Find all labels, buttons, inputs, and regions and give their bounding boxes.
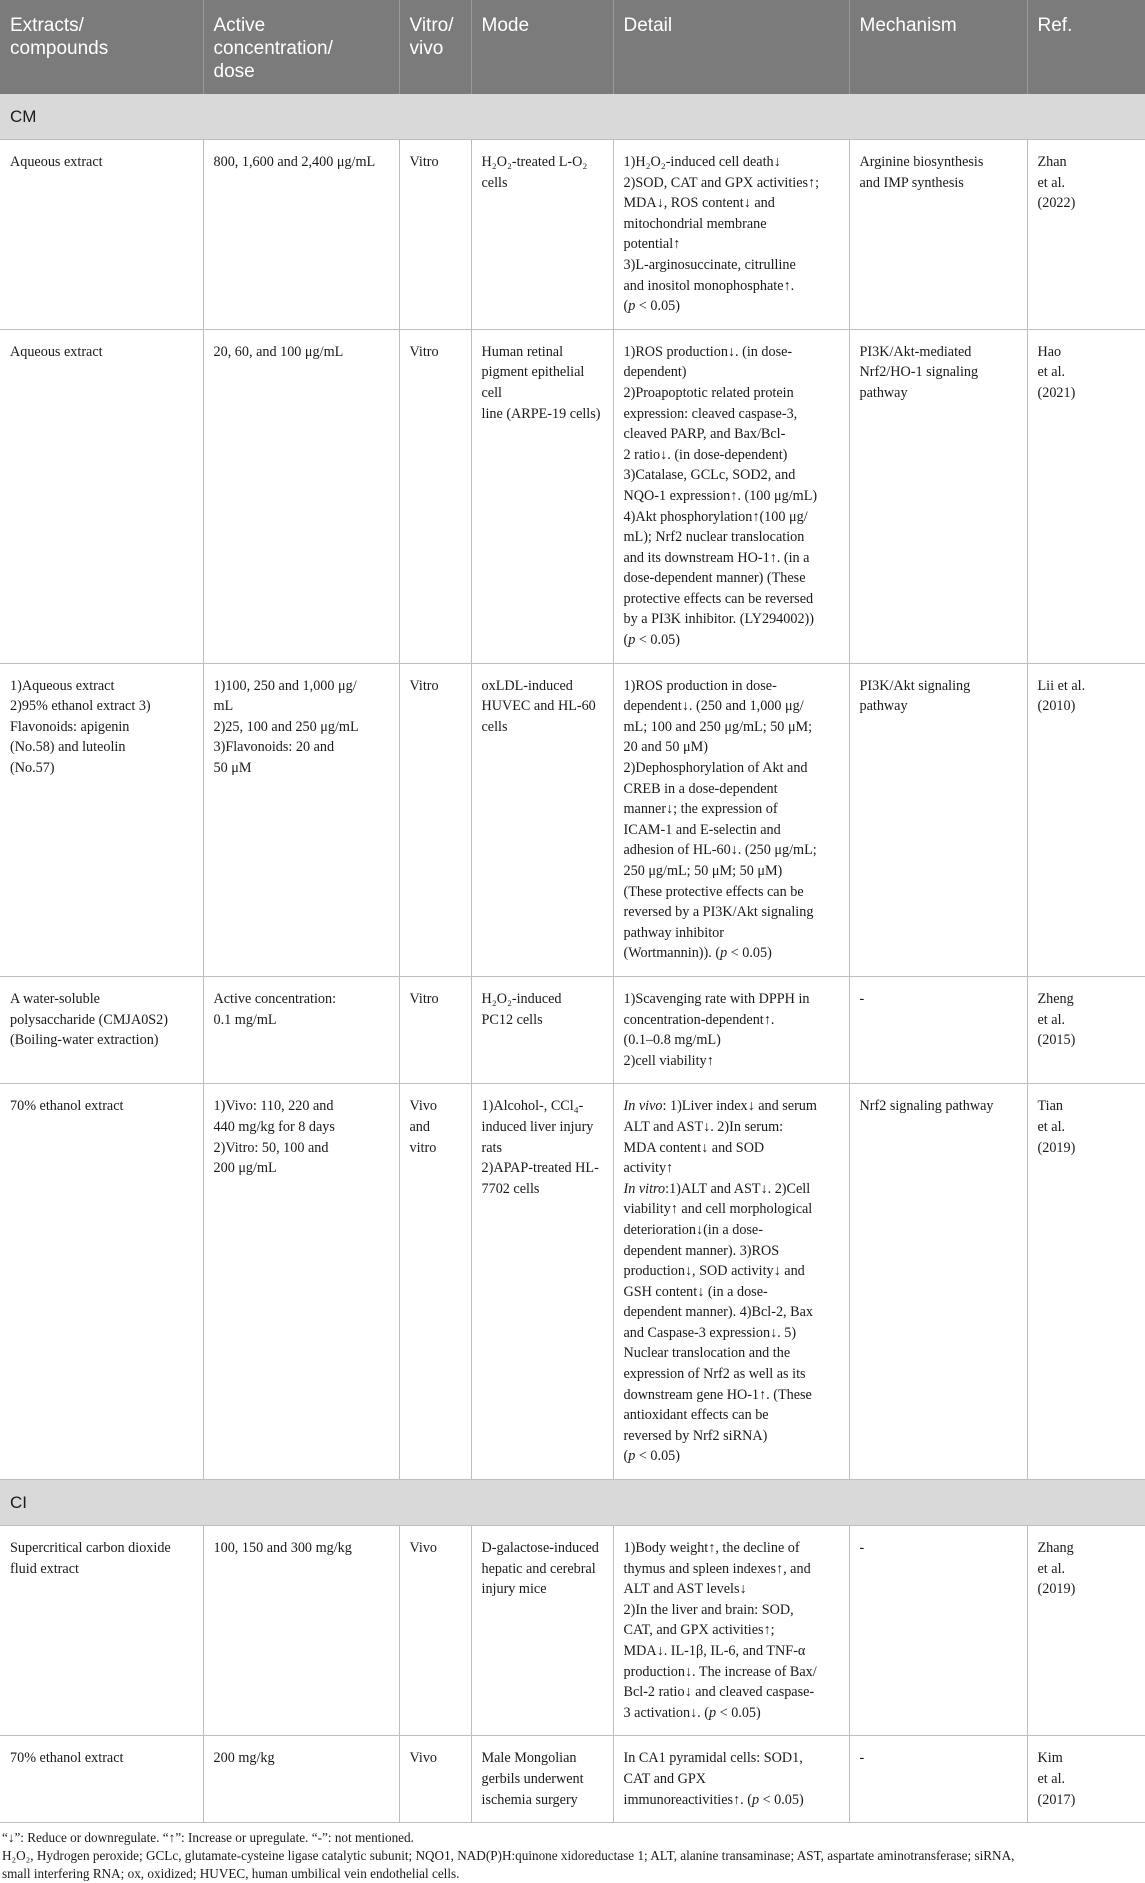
cell-line: (2019)	[1037, 1581, 1076, 1598]
header-text: Mechanism	[859, 15, 957, 36]
cell-line: NQO-1 expression↑. (100 μg/mL)	[623, 487, 818, 504]
cell-vitro-vivo	[399, 1526, 471, 1736]
cell-line: immunoreactivities↑. (p < 0.05)	[623, 1791, 804, 1808]
cell-line: PC12 cells	[481, 1011, 543, 1028]
cell-line: Nuclear translocation and the	[623, 1345, 791, 1362]
cell-line: (No.57)	[10, 760, 55, 777]
cell-extract	[0, 1526, 203, 1736]
cell-line: 3)Catalase, GCLc, SOD2, and	[623, 467, 796, 484]
cell-line: In vivo: 1)Liver index↓ and serum	[623, 1098, 817, 1115]
cell-line: 1)Aqueous extract	[10, 677, 115, 694]
header-detail	[613, 0, 849, 94]
cell-line: Aqueous extract	[10, 154, 103, 170]
cell-ref	[1027, 1084, 1145, 1480]
cell-line: 1)ROS production in dose-	[623, 677, 777, 694]
cell-line: and Caspase-3 expression↓. 5)	[623, 1324, 797, 1341]
cell-line: CREB in a dose-dependent	[623, 780, 778, 797]
header-text: Active	[213, 15, 266, 36]
table-row	[0, 663, 1145, 976]
cell-line: rats	[481, 1139, 502, 1156]
cell-vitro-vivo	[399, 976, 471, 1083]
cell-line: 1)Body weight↑, the decline of	[623, 1540, 800, 1557]
cell-line: ALT and AST↓. 2)In serum:	[623, 1118, 784, 1135]
cell-mode	[471, 1084, 613, 1480]
cell-line: Kim	[1037, 1750, 1063, 1767]
cell-line: Zhang	[1037, 1540, 1074, 1557]
cell-dose	[203, 1736, 399, 1823]
header-text: dose	[213, 61, 255, 82]
header-mode	[471, 0, 613, 94]
cell-line: (2022)	[1037, 195, 1076, 212]
cell-line: 200 μg/mL	[213, 1160, 277, 1177]
header-text: Mode	[481, 15, 530, 36]
cell-line: reversed by a PI3K/Akt signaling	[623, 904, 814, 921]
cell-line: dependent manner). 3)ROS	[623, 1242, 780, 1259]
cell-detail	[613, 663, 849, 976]
cell-line: (2019)	[1037, 1139, 1076, 1156]
cell-line: 100, 150 and 300 mg/kg	[213, 1540, 352, 1557]
cell-line: adhesion of HL-60↓. (250 μg/mL;	[623, 842, 817, 859]
cell-line: et al.	[1037, 364, 1066, 381]
cell-line: 2)APAP-treated HL-	[481, 1160, 599, 1177]
cell-mechanism	[849, 663, 1027, 976]
cell-line: fluid extract	[10, 1560, 79, 1577]
cell-line: GSH content↓ (in a dose-	[623, 1283, 768, 1300]
cell-line: Arginine biosynthesis	[859, 154, 984, 170]
cell-vitro-vivo	[399, 140, 471, 330]
cell-line: (Wortmannin)). (p < 0.05)	[623, 945, 772, 962]
cell-line: 2)95% ethanol extract 3)	[10, 698, 151, 715]
header-text: vivo	[409, 38, 444, 59]
cell-line: (2010)	[1037, 698, 1076, 715]
cell-line: pathway inhibitor	[623, 924, 724, 941]
cell-vitro-vivo	[399, 329, 471, 663]
cell-dose	[203, 1526, 399, 1736]
cell-detail	[613, 140, 849, 330]
cell-line: Vivo and	[409, 1098, 438, 1135]
footnote: small interfering RNA; ox, oxidized; HUVEC, human umbilical vein endothelial cells.	[2, 1866, 460, 1882]
header-row	[0, 0, 1145, 94]
cell-line: 2)25, 100 and 250 μg/mL	[213, 718, 359, 735]
cell-line: et al.	[1037, 174, 1066, 191]
cell-line: 1)Scavenging rate with DPPH in	[623, 990, 810, 1007]
cell-extract	[0, 663, 203, 976]
cell-vitro-vivo	[399, 1084, 471, 1480]
cell-line: viability↑ and cell morphological	[623, 1201, 813, 1218]
cell-line: MDA↓, ROS content↓ and	[623, 195, 775, 212]
table-row	[0, 329, 1145, 663]
table-row	[0, 976, 1145, 1083]
cell-line: induced liver injury	[481, 1118, 594, 1135]
cell-line: 2)Proapoptotic related protein	[623, 384, 794, 401]
cell-ref	[1027, 663, 1145, 976]
cell-line: In CA1 pyramidal cells: SOD1,	[623, 1750, 803, 1767]
cell-line: In vitro:1)ALT and AST↓. 2)Cell	[623, 1180, 811, 1197]
table-header	[0, 0, 1145, 94]
cell-extract	[0, 1084, 203, 1480]
cell-line: (2015)	[1037, 1032, 1076, 1049]
footnotes	[0, 1823, 1145, 1883]
cell-line: thymus and spleen indexes↑, and	[623, 1560, 811, 1577]
cell-line: et al.	[1037, 1011, 1066, 1028]
cell-line: polysaccharide (CMJA0S2)	[10, 1011, 169, 1028]
cell-line: 200 mg/kg	[213, 1750, 275, 1767]
header-text: compounds	[10, 38, 109, 59]
cell-line: mL); Nrf2 nuclear translocation	[623, 529, 805, 546]
cell-line: Nrf2 signaling pathway	[859, 1098, 994, 1115]
cell-line: expression of Nrf2 as well as its	[623, 1366, 806, 1383]
cell-line: ALT and AST levels↓	[623, 1581, 747, 1598]
cell-line: 2 ratio↓. (in dose-dependent)	[623, 446, 788, 463]
cell-line: 1)Vivo: 110, 220 and	[213, 1098, 334, 1115]
cell-line: oxLDL-induced	[481, 677, 573, 694]
cell-line: line (ARPE-19 cells)	[481, 405, 601, 422]
cell-line: CAT, and GPX activities↑;	[623, 1622, 775, 1639]
cell-line: 3)L-arginosuccinate, citrulline	[623, 256, 796, 273]
cell-line: protective effects can be reversed	[623, 590, 814, 607]
header-text: Extracts/	[10, 15, 84, 36]
cell-line: Zhan	[1037, 154, 1067, 170]
cell-line: (2021)	[1037, 384, 1076, 401]
cell-mechanism	[849, 976, 1027, 1083]
cell-line: 70% ethanol extract	[10, 1098, 124, 1115]
cell-line: 20 and 50 μM)	[623, 739, 708, 756]
cell-line: gerbils underwent	[481, 1770, 584, 1787]
header-text: Vitro/	[409, 15, 454, 36]
cell-line: 2)Dephosphorylation of Akt and	[623, 760, 808, 777]
cell-vitro-vivo	[399, 1736, 471, 1823]
cell-mechanism	[849, 140, 1027, 330]
cell-line: (These protective effects can be	[623, 883, 804, 900]
cell-line: cleaved PARP, and Bax/Bcl-	[623, 426, 786, 443]
cell-line: (No.58) and luteolin	[10, 739, 126, 756]
cell-line: CAT and GPX	[623, 1770, 707, 1787]
cell-mode	[471, 976, 613, 1083]
cell-dose	[203, 140, 399, 330]
cell-line: 2)cell viability↑	[623, 1052, 714, 1069]
cell-line: dose-dependent manner) (These	[623, 570, 806, 587]
cell-dose	[203, 1084, 399, 1480]
cell-line: 250 μg/mL; 50 μM; 50 μM)	[623, 863, 783, 879]
cell-line: Bcl-2 ratio↓ and cleaved caspase-	[623, 1684, 815, 1701]
cell-dose	[203, 976, 399, 1083]
cell-mode	[471, 1736, 613, 1823]
cell-line: 2)SOD, CAT and GPX activities↑;	[623, 174, 820, 191]
cell-line: downstream gene HO-1↑. (These	[623, 1386, 812, 1403]
cell-line: Supercritical carbon dioxide	[10, 1540, 171, 1557]
cell-detail	[613, 1526, 849, 1736]
section-label: CM	[0, 94, 1145, 140]
table-body	[0, 94, 1145, 1823]
cell-line: hepatic and cerebral	[481, 1560, 596, 1577]
cell-detail	[613, 1084, 849, 1480]
cell-mechanism	[849, 1736, 1027, 1823]
cell-ref	[1027, 329, 1145, 663]
cell-mechanism	[849, 1084, 1027, 1480]
cell-line: 7702 cells	[481, 1180, 540, 1197]
cell-mechanism	[849, 329, 1027, 663]
cell-line: production↓. The increase of Bax/	[623, 1663, 817, 1680]
cell-line: Tian	[1037, 1098, 1063, 1115]
cell-line: et al.	[1037, 1560, 1066, 1577]
cell-line: (Boiling-water extraction)	[10, 1032, 159, 1049]
cell-line: pigment epithelial cell	[481, 364, 585, 401]
cell-line: (p < 0.05)	[623, 1448, 680, 1465]
cell-line: by a PI3K inhibitor. (LY294002))	[623, 611, 814, 628]
cell-line: -	[859, 1750, 865, 1767]
cell-detail	[613, 329, 849, 663]
cell-line: dependent manner). 4)Bcl-2, Bax	[623, 1304, 813, 1321]
cell-line: (0.1–0.8 mg/mL)	[623, 1032, 721, 1049]
cell-line: Vitro	[409, 677, 439, 694]
cell-line: D-galactose-induced	[481, 1540, 599, 1557]
cell-extract	[0, 1736, 203, 1823]
cell-line: and IMP synthesis	[859, 174, 964, 191]
cell-line: expression: cleaved caspase-3,	[623, 405, 798, 422]
cell-line: A water-soluble	[10, 990, 100, 1007]
cell-ref	[1027, 1736, 1145, 1823]
header-extracts	[0, 0, 203, 94]
cell-line: potential↑	[623, 236, 681, 253]
cell-line: cells	[481, 718, 508, 735]
cell-line: production↓, SOD activity↓ and	[623, 1263, 805, 1280]
cell-line: Active concentration:	[213, 990, 337, 1007]
cell-dose	[203, 329, 399, 663]
cell-vitro-vivo	[399, 663, 471, 976]
cell-line: PI3K/Akt-mediated	[859, 343, 972, 360]
cell-line: MDA content↓ and SOD	[623, 1139, 765, 1156]
cell-line: and inositol monophosphate↑.	[623, 277, 795, 294]
cell-line: cells	[481, 174, 508, 191]
section-row	[0, 1480, 1145, 1526]
cell-line: 2)In the liver and brain: SOD,	[623, 1601, 794, 1618]
table-row	[0, 1084, 1145, 1480]
cell-line: Aqueous extract	[10, 343, 103, 360]
header-text: concentration/	[213, 38, 333, 59]
cell-mechanism	[849, 1526, 1027, 1736]
cell-line: injury mice	[481, 1581, 547, 1598]
cell-line: Vitro	[409, 990, 439, 1007]
cell-ref	[1027, 976, 1145, 1083]
cell-line: Vivo	[409, 1750, 438, 1767]
cell-ref	[1027, 140, 1145, 330]
header-mechanism	[849, 0, 1027, 94]
cell-line: antioxidant effects can be	[623, 1407, 769, 1424]
cell-line: (p < 0.05)	[623, 632, 680, 649]
cell-line: concentration-dependent↑.	[623, 1011, 775, 1028]
cell-extract	[0, 140, 203, 330]
cell-mode	[471, 329, 613, 663]
table-row	[0, 1526, 1145, 1736]
cell-line: mitochondrial membrane	[623, 215, 767, 232]
cell-line: (p < 0.05)	[623, 298, 680, 315]
cell-line: deterioration↓(in a dose-	[623, 1221, 763, 1238]
cell-line: 1)100, 250 and 1,000 μg/	[213, 677, 357, 694]
cell-line: mL; 100 and 250 μg/mL; 50 μM;	[623, 718, 813, 735]
cell-ref	[1027, 1526, 1145, 1736]
section-label: CI	[0, 1480, 1145, 1526]
cell-line: Flavonoids: apigenin	[10, 718, 130, 735]
cell-line: et al.	[1037, 1118, 1066, 1135]
cell-line: 3 activation↓. (p < 0.05)	[623, 1704, 761, 1721]
cell-line: ICAM-1 and E-selectin and	[623, 821, 781, 838]
cell-line: H₂O₂-induced	[481, 990, 562, 1007]
cell-line: activity↑	[623, 1160, 674, 1177]
cell-line: Hao	[1037, 343, 1062, 360]
header-text: Detail	[623, 15, 673, 36]
table-row	[0, 140, 1145, 330]
cell-line: 3)Flavonoids: 20 and	[213, 739, 335, 756]
cell-mode	[471, 1526, 613, 1736]
cell-mode	[471, 663, 613, 976]
cell-line: -	[859, 990, 865, 1007]
cell-line: dependent↓. (250 and 1,000 μg/	[623, 698, 804, 715]
cell-line: and its downstream HO-1↑. (in a	[623, 549, 810, 566]
table-row	[0, 1736, 1145, 1823]
cell-line: (2017)	[1037, 1791, 1076, 1808]
header-concentration	[203, 0, 399, 94]
cell-line: -	[859, 1540, 865, 1557]
cell-line: mL	[213, 698, 234, 715]
cell-line: 0.1 mg/mL	[213, 1011, 277, 1028]
cell-extract	[0, 329, 203, 663]
cell-line: 1)H₂O₂-induced cell death↓	[623, 154, 781, 170]
cell-line: 4)Akt phosphorylation↑(100 μg/	[623, 508, 808, 525]
cell-line: H₂O₂-treated L-O₂	[481, 154, 588, 170]
cell-line: PI3K/Akt signaling	[859, 677, 971, 694]
cell-line: 50 μM	[213, 760, 252, 777]
cell-line: Human retinal	[481, 343, 564, 360]
footnote: “↓”: Reduce or downregulate. “↑”: Increase or upregulate. “-”: not mentioned.	[2, 1830, 414, 1846]
cell-line: 2)Vitro: 50, 100 and	[213, 1139, 329, 1156]
cell-line: MDA↓. IL-1β, IL-6, and TNF-α	[623, 1643, 806, 1659]
header-vitro-vivo	[399, 0, 471, 94]
cell-line: 800, 1,600 and 2,400 μg/mL	[213, 154, 376, 170]
cell-line: Vivo	[409, 1540, 438, 1557]
cell-line: 440 mg/kg for 8 days	[213, 1118, 335, 1135]
cell-line: HUVEC and HL-60	[481, 698, 596, 715]
cell-line: pathway	[859, 698, 908, 715]
cell-detail	[613, 1736, 849, 1823]
cell-line: dependent)	[623, 364, 687, 381]
header-ref	[1027, 0, 1145, 94]
cell-extract	[0, 976, 203, 1083]
cell-line: Vitro	[409, 343, 439, 360]
cell-line: pathway	[859, 384, 908, 401]
footnote: H₂O₂, Hydrogen peroxide; GCLc, glutamate-cysteine ligase catalytic subunit; NQO1, NAD(P)H:quinone xidoreductase 1; ALT, alanine transaminase; AST, aspartate aminotransferase; siRNA,	[2, 1848, 1015, 1864]
cell-line: Zheng	[1037, 990, 1074, 1007]
cell-detail	[613, 976, 849, 1083]
cell-line: Vitro	[409, 154, 439, 170]
cell-line: Lii et al.	[1037, 677, 1086, 694]
cell-line: vitro	[409, 1139, 437, 1156]
cell-line: 1)Alcohol-, CCl₄-	[481, 1098, 584, 1115]
cell-line: et al.	[1037, 1770, 1066, 1787]
cell-line: Nrf2/HO-1 signaling	[859, 364, 979, 381]
cell-line: 20, 60, and 100 μg/mL	[213, 343, 344, 360]
cell-line: 70% ethanol extract	[10, 1750, 124, 1767]
cell-line: ischemia surgery	[481, 1791, 578, 1808]
cell-dose	[203, 663, 399, 976]
cell-line: manner↓; the expression of	[623, 801, 778, 818]
section-row	[0, 94, 1145, 140]
header-text: Ref.	[1037, 15, 1073, 36]
cell-line: 1)ROS production↓. (in dose-	[623, 343, 793, 360]
cell-mode	[471, 140, 613, 330]
cell-line: Male Mongolian	[481, 1750, 577, 1767]
cell-line: reversed by Nrf2 siRNA)	[623, 1427, 768, 1444]
